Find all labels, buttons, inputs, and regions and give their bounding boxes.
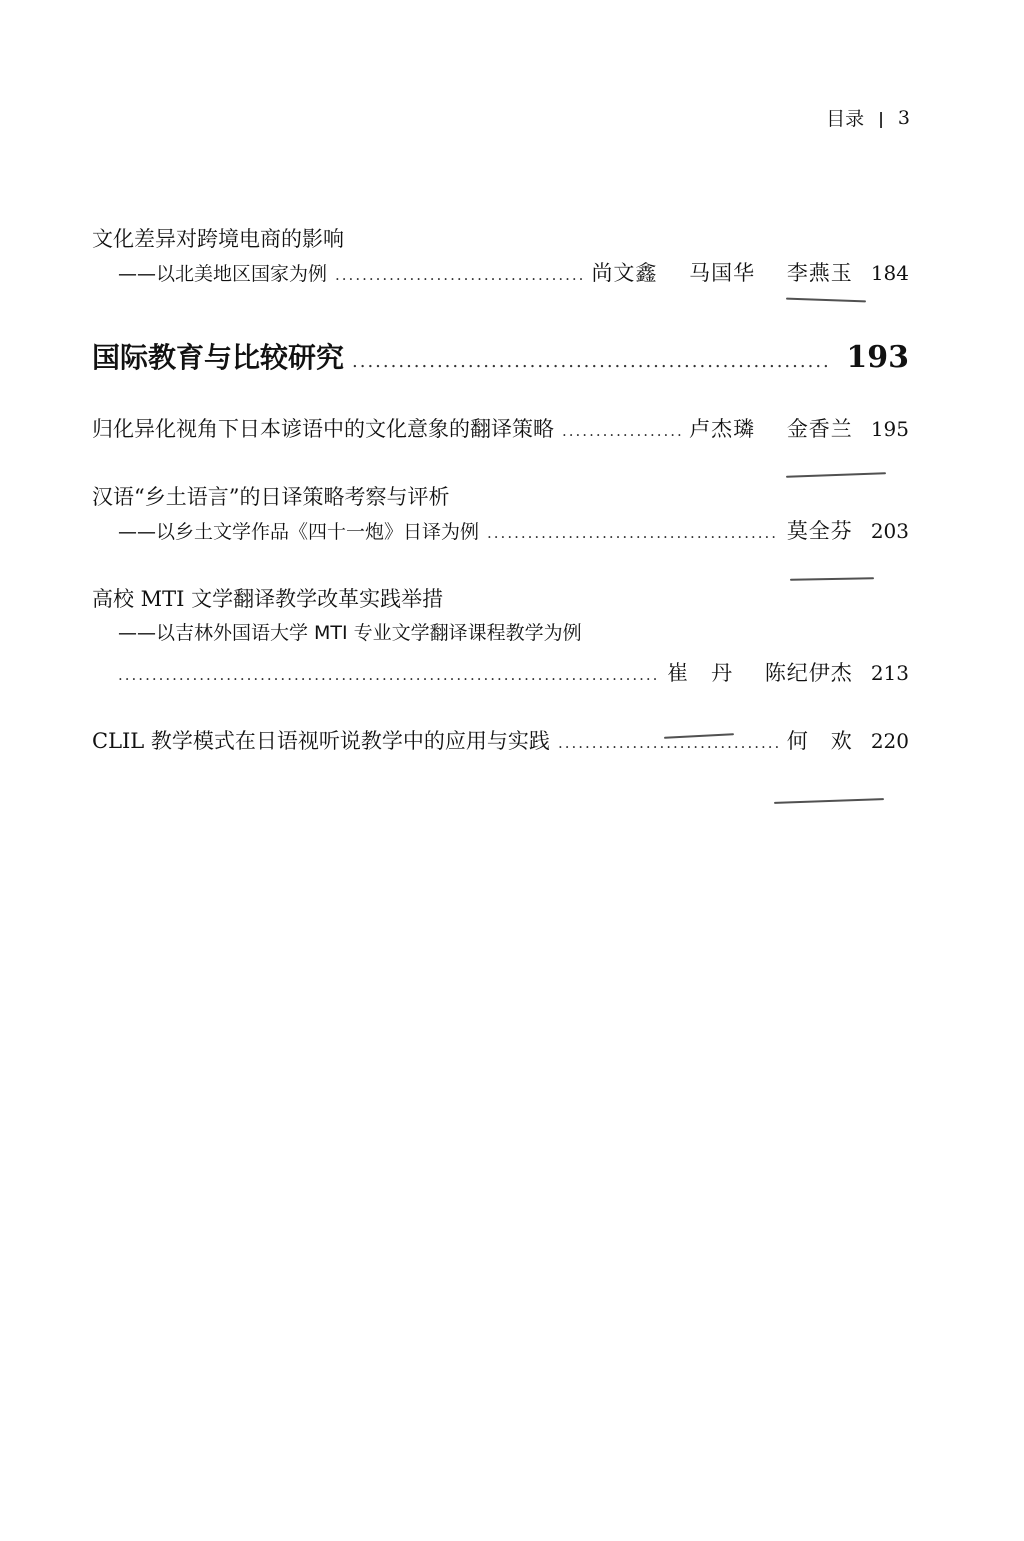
toc-section: [92, 338, 909, 382]
entry-title: 高校 MTI 文学翻译教学改革实践举措: [92, 587, 444, 611]
entry-page: 203: [870, 519, 909, 543]
author: 何 欢: [786, 729, 853, 753]
entry-title: 文化差异对跨境电商的影响: [92, 227, 344, 251]
entry-authors-row: [92, 656, 909, 692]
section-page: 193: [846, 340, 909, 375]
dot-leader: [487, 516, 779, 550]
author: 崔 丹: [667, 661, 734, 685]
author: 莫全芬: [786, 519, 853, 543]
entry-title: 归化异化视角下日本谚语中的文化意象的翻译策略: [92, 417, 554, 441]
author: 陈纪伊杰: [764, 661, 853, 685]
author: 马国华: [689, 261, 756, 285]
dot-leader: [352, 342, 832, 382]
author: 尚文鑫: [591, 261, 658, 285]
table-of-contents: [92, 222, 909, 792]
entry-authors: [667, 656, 853, 690]
entry-subtitle: ——以北美地区国家为例: [118, 263, 328, 285]
entry-title: 汉语“乡土语言”的日译策略考察与评析: [92, 485, 450, 509]
header-separator: |: [878, 109, 884, 128]
toc-entry: [92, 582, 909, 692]
entry-subtitle-row: [92, 256, 909, 292]
entry-subtitle: ——以乡土文学作品《四十一炮》日译为例: [118, 521, 480, 543]
entry-authors: [591, 256, 852, 290]
entry-authors: [689, 412, 853, 446]
header-page-number: 3: [897, 106, 910, 129]
author: 李燕玉: [786, 261, 853, 285]
entry-authors: [787, 514, 853, 548]
entry-row: [92, 724, 909, 760]
dot-leader: [118, 658, 659, 692]
toc-entry: [92, 724, 909, 760]
entry-authors: [787, 724, 853, 758]
entry-page: 220: [870, 729, 909, 753]
pen-underline-mark: [774, 798, 884, 804]
entry-subtitle: ——以吉林外国语大学 MTI 专业文学翻译课程教学为例: [118, 622, 582, 644]
section-row: [92, 338, 909, 382]
entry-page: 184: [870, 261, 909, 285]
dot-leader: [335, 258, 583, 292]
entry-subtitle-row: [92, 514, 909, 550]
running-header: [826, 104, 910, 131]
dot-leader: [558, 726, 779, 760]
toc-entry: [92, 412, 909, 448]
section-title: 国际教育与比较研究: [92, 341, 345, 374]
author: 卢杰璘: [689, 417, 756, 441]
entry-page: 213: [870, 661, 909, 685]
header-label: 目录: [826, 108, 865, 130]
dot-leader: [562, 414, 681, 448]
entry-title: CLIL 教学模式在日语视听说教学中的应用与实践: [92, 729, 550, 753]
author: 金香兰: [786, 417, 853, 441]
toc-entry: [92, 222, 909, 292]
toc-entry: [92, 480, 909, 550]
entry-page: 195: [870, 417, 909, 441]
entry-row: [92, 412, 909, 448]
